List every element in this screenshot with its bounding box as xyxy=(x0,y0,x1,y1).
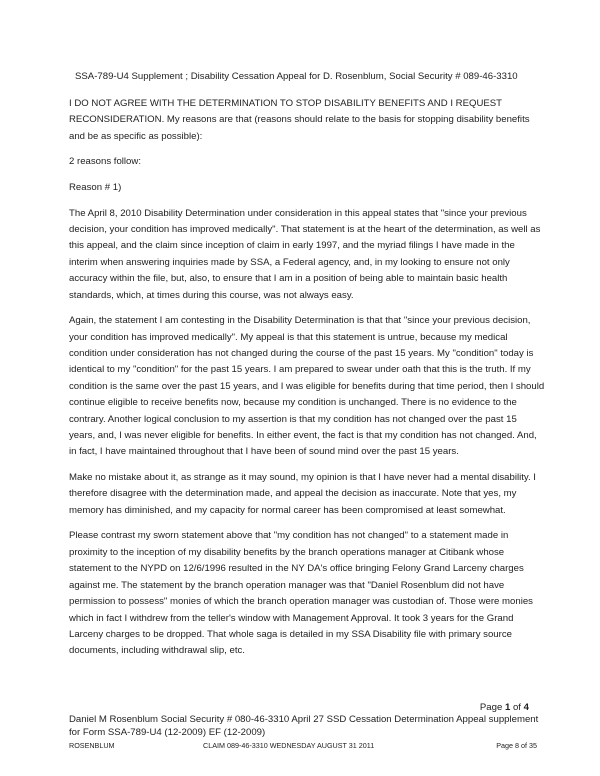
paragraph-mental-disability: Make no mistake about it, as strange as it may sound, my opinion is that I have never had a mental disability. I therefore disagree with the determination made, and appeal the decision as inaccurate. Note that yes, my memory has diminished, and my capacity for normal career has been compromised at least somewhat. xyxy=(69,472,536,516)
page-of: of xyxy=(512,702,521,713)
stamp-page: Page 8 of 35 xyxy=(496,741,537,750)
stamp-name: ROSENBLUM xyxy=(69,741,115,750)
paragraph-determination: The April 8, 2010 Disability Determination under consideration in this appeal states that "since your previous decision, your condition has improved medically". That statement is at the heart of the determination, as well as this appeal, and the claim since inception of claim in early 1997, and the myriad filings I have made in the interim when answering inquiries made by SSA, a Federal agency, and, in my looking to ensure not only accuracy within the file, but, also, to ensure that I am in a position of being able to maintain basic health standards, which, at times during this course, was not always easy. xyxy=(69,207,541,301)
document-title: SSA-789-U4 Supplement ; Disability Cessation Appeal for D. Rosenblum, Social Security # 089-46-3310 xyxy=(75,71,518,82)
paragraph-citibank: Please contrast my sworn statement above that "my condition has not changed" to a statement made in proximity to the inception of my disability benefits by the branch operations manager at Citibank whose statement to the NYPD on 12/6/1996 resulted in the NY DA's office bringing Felony Grand Larceny charges against me. The statement by the branch operation manager was that "Daniel Rosenblum did not have permission to possess" monies of which the branch operation manager was custodian of. Those were monies which in fact I withdrew from the teller's window with Management Approval. It took 3 years for the Grand Larceny charges to be dropped. That whole saga is detailed in my SSA Disability file with primary source documents, including withdrawal slip, etc. xyxy=(69,530,533,657)
paragraph-contest: Again, the statement I am contesting in the Disability Determination is that that "since your previous decision, your condition has improved medically". My appeal is that this statement is untrue, because my medical condition under consideration has not changed during the course of the past 15 years. My "condition" today is identical to my "condition" for the past 15 years. I am prepared to swear under oath that this is the truth. If my condition is the same over the past 15 years, and I was eligible for benefits during that time period, then I should continue eligible to receive benefits now, because my condition is unchanged. There is no evidence to the contrary. Another logical conclusion to my assertion is that my condition has not changed over the past 15 years, and, I was never eligible for benefits. In either event, the fact is that my condition has not changed. And, in fact, I have maintained throughout that I have been of sound mind over the past 15 years. xyxy=(69,315,545,458)
page-current: 1 xyxy=(504,702,511,713)
stamp-claim: CLAIM 089-46-3310 WEDNESDAY AUGUST 31 2011 xyxy=(203,741,375,750)
page-number xyxy=(480,702,529,713)
footer-note: Daniel M Rosenblum Social Security # 080-46-3310 April 27 SSD Cessation Determination Appeal supplement for Form SSA-789-U4 (12-2009) EF (12-2009) xyxy=(69,714,539,738)
paragraph-reasons-count: 2 reasons follow: xyxy=(69,156,141,168)
document-body xyxy=(69,96,545,669)
page-total: 4 xyxy=(523,702,529,713)
paragraph-reason-1-heading: Reason # 1) xyxy=(69,182,122,193)
paragraph-request: I DO NOT AGREE WITH THE DETERMINATION TO STOP DISABILITY BENEFITS AND I REQUEST RECONSIDERATION. My reasons are that (reasons should relate to the basis for stopping disability benefits and be as specific as possible): xyxy=(69,98,530,142)
page-label: Page xyxy=(479,702,503,713)
